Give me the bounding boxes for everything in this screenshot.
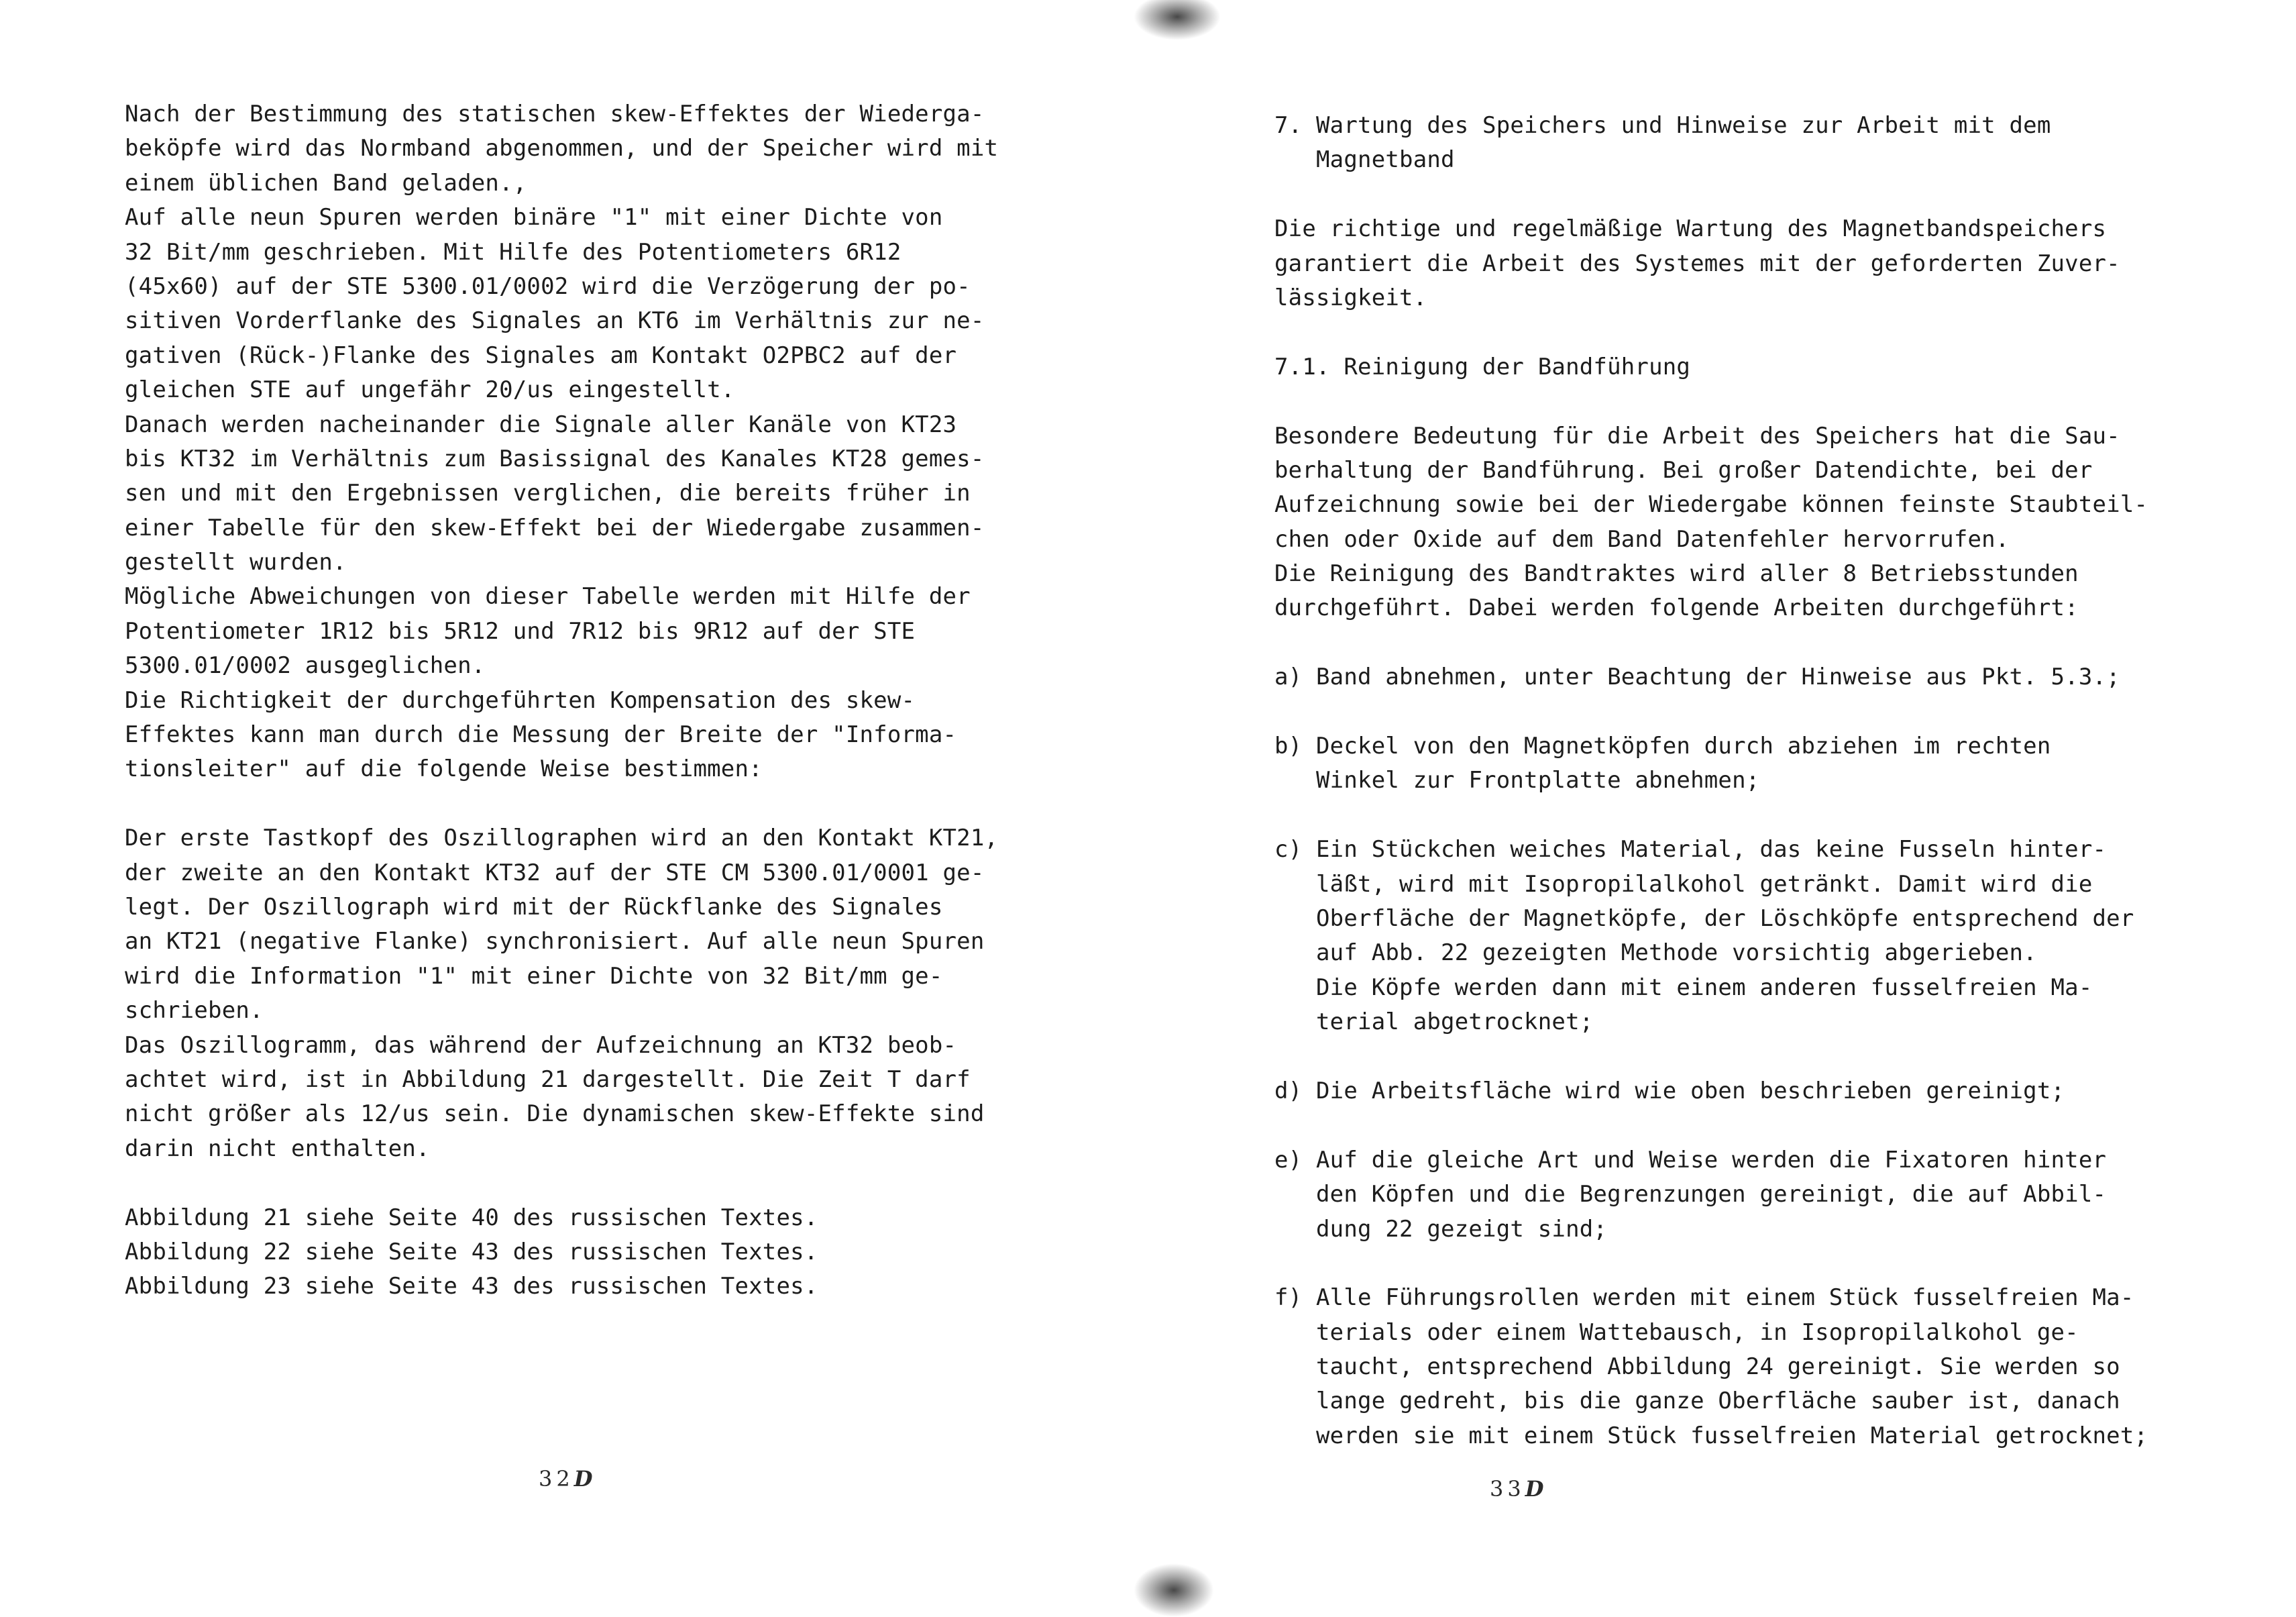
text-line: a) Band abnehmen, unter Beachtung der Hinweise aus Pkt. 5.3.; xyxy=(1274,664,2120,691)
text-line: an KT21 (negative Flanke) synchronisiert. Auf alle neun Spuren xyxy=(125,928,985,955)
right-page-text xyxy=(1274,109,2148,1453)
right-page xyxy=(1148,0,2296,1612)
text-line: Effektes kann man durch die Messung der Breite der "Informa- xyxy=(125,721,957,749)
text-line: Abbildung 22 siehe Seite 43 des russischen Textes. xyxy=(125,1238,818,1265)
blank-line xyxy=(1274,626,2148,660)
text-line: sitiven Vorderflanke des Signales an KT6 im Verhältnis zur ne- xyxy=(125,307,985,335)
text-line: beköpfe wird das Normband abgenommen, und der Speicher wird mit xyxy=(125,135,999,162)
text-line: Abbildung 23 siehe Seite 43 des russischen Textes. xyxy=(125,1273,818,1300)
text-line: tionsleiter" auf die folgende Weise bestimmen: xyxy=(125,755,763,783)
text-line: b) Deckel von den Magnetköpfen durch abziehen im rechten xyxy=(1274,733,2051,760)
text-line: terials oder einem Wattebausch, in Isopropilalkohol ge- xyxy=(1274,1318,2079,1346)
text-line: Nach der Bestimmung des statischen skew-Effektes der Wiederga- xyxy=(125,101,985,127)
left-page-number-value: 32 xyxy=(539,1466,574,1492)
text-line: d) Die Arbeitsfläche wird wie oben beschrieben gereinigt; xyxy=(1274,1077,2065,1104)
text-line: Magnetband xyxy=(1274,146,1455,174)
text-line: Mögliche Abweichungen von dieser Tabelle werden mit Hilfe der xyxy=(125,583,971,611)
text-line: 7. Wartung des Speichers und Hinweise zur Arbeit mit dem xyxy=(1274,112,2051,139)
text-line: durchgeführt. Dabei werden folgende Arbeiten durchgeführt: xyxy=(1274,594,2079,622)
text-line: den Köpfen und die Begrenzungen gereinigt, die auf Abbil- xyxy=(1274,1181,2107,1208)
text-line: berhaltung der Bandführung. Bei großer Datendichte, bei der xyxy=(1274,456,2093,484)
left-page-number-suffix: D xyxy=(573,1466,597,1492)
left-page xyxy=(0,0,1148,1612)
text-line: gestellt wurden. xyxy=(125,549,347,576)
text-line: Danach werden nacheinander die Signale aller Kanäle von KT23 xyxy=(125,411,957,438)
text-line: Das Oszillogramm, das während der Aufzeichnung an KT32 beob- xyxy=(125,1031,957,1059)
text-line: läßt, wird mit Isopropilalkohol getränkt. Damit wird die xyxy=(1274,870,2093,898)
text-line: chen oder Oxide auf dem Band Datenfehler hervorrufen. xyxy=(1274,525,2010,553)
text-line: nicht größer als 12/us sein. Die dynamischen skew-Effekte sind xyxy=(125,1100,985,1128)
blank-line xyxy=(1274,384,2148,419)
scan-binding-mark-bottom xyxy=(1134,1563,1214,1617)
left-page-text xyxy=(125,97,998,1304)
text-line: gleichen STE auf ungefähr 20/us eingestellt. xyxy=(125,376,735,404)
text-line: werden sie mit einem Stück fusselfreien Material getrocknet; xyxy=(1274,1422,2148,1449)
text-line: legt. Der Oszillograph wird mit der Rückflanke des Signales xyxy=(125,893,943,921)
blank-line xyxy=(1274,1108,2148,1143)
text-line: gativen (Rück-)Flanke des Signales am Kontakt O2PBC2 auf der xyxy=(125,342,957,369)
blank-line xyxy=(1274,1247,2148,1281)
text-line: darin nicht enthalten. xyxy=(125,1135,430,1162)
text-line: dung 22 gezeigt sind; xyxy=(1274,1215,1608,1243)
text-line: Abbildung 21 siehe Seite 40 des russischen Textes. xyxy=(125,1204,818,1231)
text-line: Auf alle neun Spuren werden binäre "1" mit einer Dichte von xyxy=(125,204,943,231)
text-line: garantiert die Arbeit des Systemes mit der geforderten Zuver- xyxy=(1274,250,2120,277)
text-line: 5300.01/0002 ausgeglichen. xyxy=(125,652,486,680)
text-line: terial abgetrocknet; xyxy=(1274,1008,1594,1036)
text-line: Die Reinigung des Bandtraktes wird aller 8 Betriebsstunden xyxy=(1274,560,2079,588)
text-line: (45x60) auf der STE 5300.01/0002 wird die Verzögerung der po- xyxy=(125,272,971,300)
left-page-number xyxy=(539,1466,596,1492)
text-line: Potentiometer 1R12 bis 5R12 und 7R12 bis 9R12 auf der STE xyxy=(125,617,916,645)
text-line: sen und mit den Ergebnissen verglichen, die bereits früher in xyxy=(125,480,971,507)
text-line: Aufzeichnung sowie bei der Wiedergabe können feinste Staubteil- xyxy=(1274,491,2148,519)
text-line: Winkel zur Frontplatte abnehmen; xyxy=(1274,767,1760,794)
text-line: c) Ein Stückchen weiches Material, das keine Fusseln hinter- xyxy=(1274,836,2107,864)
blank-line xyxy=(125,787,998,821)
text-line: Besondere Bedeutung für die Arbeit des Speichers hat die Sau- xyxy=(1274,422,2120,450)
blank-line xyxy=(1274,1040,2148,1074)
text-line: einem üblichen Band geladen., xyxy=(125,169,527,197)
text-line: Der erste Tastkopf des Oszillographen wird an den Kontakt KT21, xyxy=(125,825,999,852)
text-line: schrieben. xyxy=(125,997,264,1025)
text-line: taucht, entsprechend Abbildung 24 gereinigt. Sie werden so xyxy=(1274,1353,2120,1381)
text-line: Die Köpfe werden dann mit einem anderen fusselfreien Ma- xyxy=(1274,974,2093,1001)
text-line: der zweite an den Kontakt KT32 auf der STE CM 5300.01/0001 ge- xyxy=(125,859,985,886)
text-line: achtet wird, ist in Abbildung 21 dargestellt. Die Zeit T darf xyxy=(125,1065,971,1093)
text-line: bis KT32 im Verhältnis zum Basissignal des Kanales KT28 gemes- xyxy=(125,445,985,472)
text-line: lange gedreht, bis die ganze Oberfläche sauber ist, danach xyxy=(1274,1388,2120,1415)
text-line: e) Auf die gleiche Art und Weise werden die Fixatoren hinter xyxy=(1274,1146,2107,1173)
blank-line xyxy=(1274,315,2148,350)
blank-line xyxy=(1274,695,2148,729)
text-line: auf Abb. 22 gezeigten Methode vorsichtig abgerieben. xyxy=(1274,939,2037,967)
text-line: Die richtige und regelmäßige Wartung des Magnetbandspeichers xyxy=(1274,215,2107,243)
blank-line xyxy=(1274,798,2148,833)
text-line: einer Tabelle für den skew-Effekt bei der Wiedergabe zusammen- xyxy=(125,514,985,541)
text-line: f) Alle Führungsrollen werden mit einem Stück fusselfreien Ma- xyxy=(1274,1284,2134,1312)
blank-line xyxy=(1274,178,2148,212)
scan-binding-mark-top xyxy=(1134,0,1221,40)
right-page-number-value: 33 xyxy=(1490,1476,1525,1502)
right-page-number xyxy=(1490,1476,1547,1502)
text-line: 7.1. Reinigung der Bandführung xyxy=(1274,353,1691,380)
right-page-number-suffix: D xyxy=(1525,1476,1548,1502)
text-line: lässigkeit. xyxy=(1274,284,1427,311)
text-line: wird die Information "1" mit einer Dichte von 32 Bit/mm ge- xyxy=(125,962,943,990)
blank-line xyxy=(125,1166,998,1200)
text-line: Die Richtigkeit der durchgeführten Kompensation des skew- xyxy=(125,686,916,714)
text-line: 32 Bit/mm geschrieben. Mit Hilfe des Potentiometers 6R12 xyxy=(125,238,901,266)
text-line: Oberfläche der Magnetköpfe, der Löschköpfe entsprechend der xyxy=(1274,904,2134,932)
